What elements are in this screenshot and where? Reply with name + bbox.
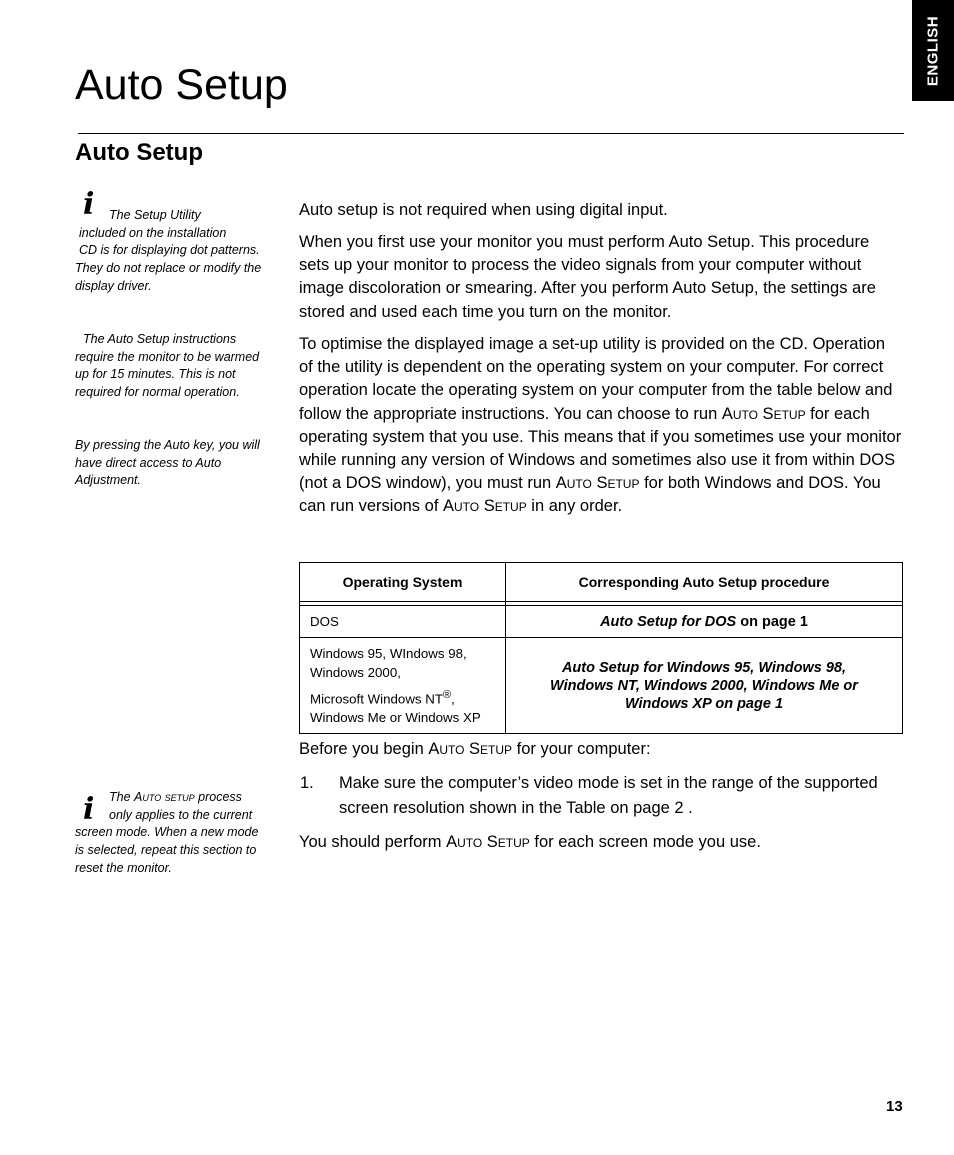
info-icon: i [83,187,95,222]
title-divider [78,133,904,134]
note-line: The Setup Utility [109,208,201,222]
operating-system-table [299,562,903,734]
table-cell-procedure[interactable]: Auto Setup for Windows 95, Windows 98, Windows NT, Windows 2000, Windows Me or Windows XP on page 1 [506,638,903,734]
note-line: only applies to the current [109,807,253,822]
note-line: screen mode. When a new mode [75,825,259,840]
info-icon: i [83,792,95,827]
side-note-screen-mode [75,789,280,878]
note-line: have direct access to Auto [75,455,222,470]
note-line: reset the monitor. [75,860,172,875]
table-cell-os: DOS [300,606,506,638]
note-line: By pressing the Auto key, you will [75,438,260,452]
side-note-auto-key [75,437,280,490]
list-item-text: Make sure the computer’s video mode is set in the range of the supported screen resolution shown in the Table on page 2 . [339,774,878,817]
table-header-os: Operating System [300,563,506,602]
note-line: The Auto setup process [109,790,242,804]
body-paragraph-before-begin: Before you begin Auto Setup for your computer: [299,740,651,758]
list-item-number: 1. [300,774,314,792]
table-header-procedure: Corresponding Auto Setup procedure [506,563,903,602]
table-cell-os: Windows 95, WIndows 98, Windows 2000, Microsoft Windows NT®, Windows Me or Windows XP [300,638,506,734]
table-cell-procedure[interactable]: Auto Setup for DOS on page 1 [506,606,903,638]
body-paragraph-closing: You should perform Auto Setup for each screen mode you use. [299,833,761,851]
note-line: require the monitor to be warmed [75,349,260,364]
body-paragraph-optimise: To optimise the displayed image a set-up utility is provided on the CD. Operation of the utility is dependent on the operating system on your computer. For correct operation locate the operating system on your computer from the table below and follow the appropriate instructions. You can choose to run Auto Setup for each operating system that you use. This means that if you sometimes use your monitor while running any version of Windows and sometimes also use it from within DOS (not a DOS window), you must run Auto Setup for both Windows and DOS. You can run versions of Auto Setup in any order. [299,335,902,516]
language-tab [912,0,954,101]
side-note-warm-up [75,331,280,402]
note-line: display driver. [75,278,152,293]
page-title: Auto Setup [75,61,288,109]
body-paragraph-digital-input: Auto setup is not required when using digital input. [299,201,668,219]
section-heading: Auto Setup [75,139,203,166]
body-paragraph-first-use: When you first use your monitor you must perform Auto Setup. This procedure sets up your monitor to process the video signals from your computer without image discoloration or smearing. After you perform Auto Setup, the settings are stored and used each time you turn on the monitor. [299,233,876,321]
page-number: 13 [886,1098,903,1115]
table-row [300,606,903,638]
language-tab-label: ENGLISH [924,15,942,86]
note-line: included on the installation [79,225,227,240]
note-line: The Auto Setup instructions [83,332,237,346]
table-row [300,638,903,734]
note-line: is selected, repeat this section to [75,843,257,858]
note-line: required for normal operation. [75,385,240,400]
note-line: up for 15 minutes. This is not [75,367,236,382]
note-line: They do not replace or modify the [75,261,262,276]
note-line: CD is for displaying dot patterns. [79,243,260,258]
table-header-row [300,563,903,602]
note-line: Adjustment. [75,473,142,488]
side-note-setup-utility [75,187,280,296]
